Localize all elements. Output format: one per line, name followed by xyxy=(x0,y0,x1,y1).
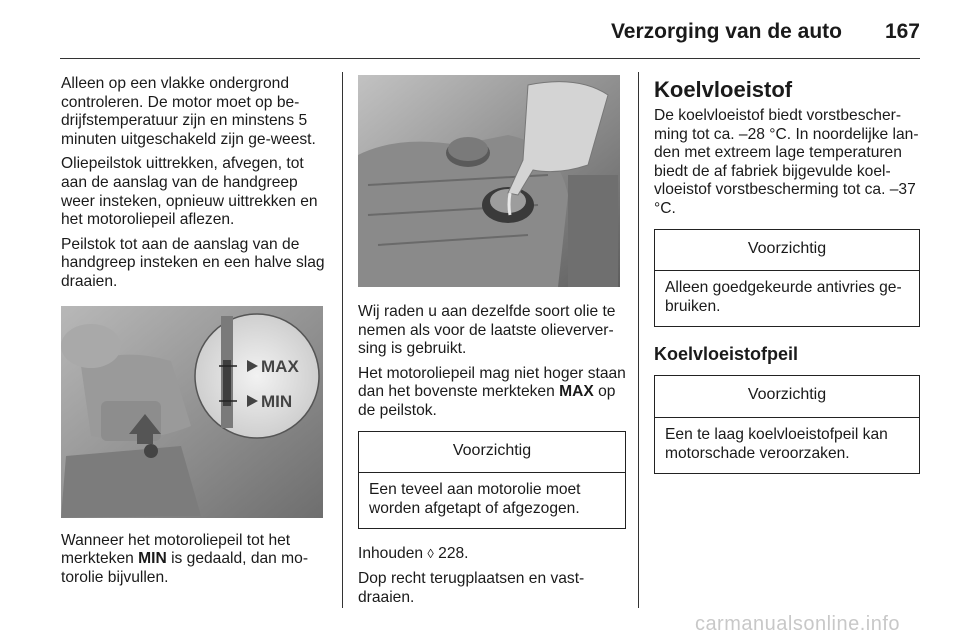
page-number: 167 xyxy=(884,20,920,43)
paragraph: Oliepeilstok uittrekken, afvegen, tot aan de aanslag van de handgreep weer insteken, opnieuw uittrekken en het motoroliepeil aflezen. xyxy=(61,155,318,229)
paragraph: Het motoroliepeil mag niet hoger staan dan het bovenste merkteken MAX op de peilstok. xyxy=(358,364,626,419)
header-title: Verzorging van de auto xyxy=(610,20,842,43)
paragraph: Alleen op een vlakke ondergrond controleren. De motor moet op be-drijfstemperatuur zijn en minstens 5 minuten uitgeschakeld zijn ge-weest. xyxy=(61,75,316,148)
caution-box xyxy=(654,375,920,474)
caution-body: Een te laag koelvloeistofpeil kan motorschade veroorzaken. xyxy=(665,425,888,462)
dipstick-figure xyxy=(61,306,323,518)
caution-heading: Voorzichtig xyxy=(655,230,919,272)
header-rule xyxy=(60,58,920,59)
paragraph: Wij raden u aan dezelfde soort olie te nemen als voor de laatste olieverver-sing is gebruikt. xyxy=(358,303,616,358)
column-3 xyxy=(654,75,920,490)
column-divider-1 xyxy=(342,72,343,608)
paragraph: Inhouden ◊ 228. xyxy=(358,545,469,563)
paragraph: Dop recht terugplaatsen en vast-draaien. xyxy=(358,569,585,606)
caution-heading: Voorzichtig xyxy=(359,432,625,474)
cross-reference-icon: ◊ xyxy=(427,546,434,562)
watermark: carmanualsonline.info xyxy=(694,613,900,635)
caution-box xyxy=(654,229,920,328)
paragraph: Peilstok tot aan de aanslag van de handgreep insteken en een halve slag draaien. xyxy=(61,235,325,290)
max-label: MAX xyxy=(261,356,299,376)
paragraph: De koelvloeistof biedt vorstbescher-ming tot ca. –28 °C. In noordelijke lan-den met extreem lage temperaturen biedt de af fabriek bijgevulde koel-vloeistof vorstbescherming tot ca. –37 °C. xyxy=(654,107,919,217)
caution-box xyxy=(358,431,626,530)
caution-body: Alleen goedgekeurde antivries ge-bruiken. xyxy=(665,279,902,315)
column-divider-2 xyxy=(638,72,639,608)
caution-heading: Voorzichtig xyxy=(655,376,919,418)
column-2 xyxy=(358,75,626,613)
column-1 xyxy=(61,75,331,593)
min-label: MIN xyxy=(261,391,293,411)
subsection-heading: Koelvloeistofpeil xyxy=(654,344,799,365)
section-heading: Koelvloeistof xyxy=(654,77,793,102)
caution-body: Een teveel aan motorolie moet worden afgetapt of afgezogen. xyxy=(369,481,581,517)
oil-filling-figure xyxy=(358,75,620,287)
paragraph: Wanneer het motoroliepeil tot het merkteken MIN is gedaald, dan mo-torolie bijvullen. xyxy=(61,531,309,586)
page-header xyxy=(0,0,960,58)
